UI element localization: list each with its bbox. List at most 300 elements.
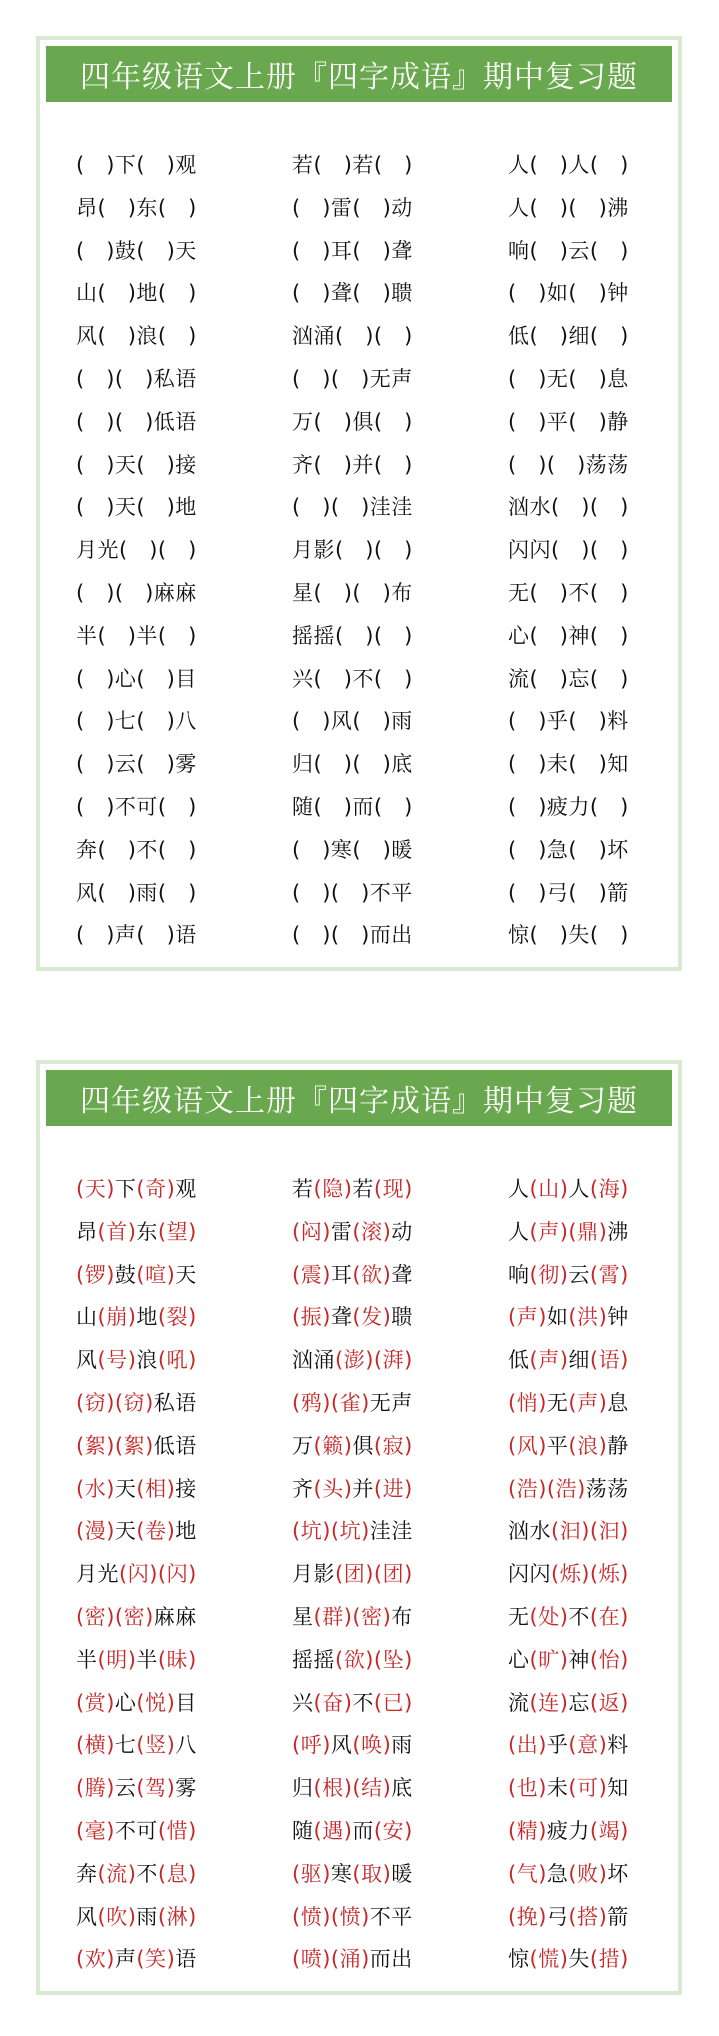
answer-idiom (508, 1296, 676, 1339)
answer-char: (已) (373, 1690, 413, 1715)
answer-char: (横) (76, 1733, 115, 1758)
answer-idiom (508, 1468, 676, 1511)
idiom-char: 地 (136, 1305, 158, 1330)
idiom-question (508, 358, 676, 401)
idiom-char: 天 (114, 495, 137, 520)
answer-char: (明) (97, 1647, 137, 1672)
idiom-char: 流 (508, 1690, 530, 1715)
answer-idiom (76, 1639, 292, 1682)
blank-paren: ( ) (529, 623, 569, 648)
idiom-char: 动 (391, 1219, 413, 1244)
idiom-question (508, 401, 676, 444)
answer-idiom (508, 1724, 676, 1767)
blank-paren: ( ) (114, 409, 154, 434)
idiom-char: 并 (352, 452, 374, 477)
answer-idiom (292, 1596, 508, 1639)
idiom-char: 布 (391, 580, 413, 605)
blank-paren: ( ) (373, 324, 413, 349)
blank-paren: ( ) (568, 281, 608, 306)
blank-paren: ( ) (589, 538, 629, 563)
idiom-char: 聋 (391, 238, 413, 263)
blank-paren: ( ) (292, 238, 331, 263)
answer-char: (也) (508, 1776, 547, 1801)
idiom-question (76, 572, 292, 615)
idiom-char: 星 (292, 580, 314, 605)
answer-idiom (76, 1296, 292, 1339)
idiom-char: 麻麻 (153, 580, 197, 605)
blank-paren: ( ) (76, 709, 115, 734)
blank-paren: ( ) (352, 195, 392, 220)
answer-idiom (76, 1724, 292, 1767)
idiom-question (76, 144, 292, 187)
blank-paren: ( ) (292, 709, 331, 734)
answer-char: (慌) (529, 1947, 569, 1972)
idiom-char: 半 (76, 623, 98, 648)
answer-char: (意) (568, 1733, 608, 1758)
blank-paren: ( ) (508, 452, 547, 477)
answer-char: (密) (114, 1604, 154, 1629)
idiom-char: 云 (114, 1776, 137, 1801)
answer-char: (语) (589, 1348, 629, 1373)
answer-char: (头) (313, 1476, 353, 1501)
answer-char: (滚) (352, 1219, 392, 1244)
answer-char: (声) (529, 1219, 569, 1244)
answer-idiom (76, 1211, 292, 1254)
idiom-char: 惊 (508, 923, 530, 948)
idiom-char: 寒 (330, 837, 353, 862)
blank-paren: ( ) (76, 452, 115, 477)
answer-idiom (76, 1896, 292, 1939)
blank-paren: ( ) (529, 666, 569, 691)
answer-char: (笑) (136, 1947, 176, 1972)
answer-char: (鼎) (568, 1219, 608, 1244)
blank-paren: ( ) (373, 153, 413, 177)
answer-char: (寂) (373, 1433, 413, 1458)
idiom-char: 鼓 (114, 1262, 137, 1287)
answer-char: (挽) (508, 1904, 547, 1929)
idiom-char: 私语 (153, 366, 197, 391)
idiom-char: 无声 (369, 1390, 413, 1415)
answer-idiom (292, 1168, 508, 1211)
idiom-char: 若 (352, 153, 374, 177)
answer-char: (安) (373, 1818, 413, 1843)
idiom-char: 人 (568, 1177, 590, 1201)
idiom-char: 兴 (292, 666, 314, 691)
answer-char: (闪) (157, 1562, 197, 1587)
blank-paren: ( ) (589, 794, 629, 819)
idiom-char: 云 (568, 1262, 590, 1287)
idiom-char: 昂 (76, 195, 98, 220)
idiom-question (508, 658, 676, 701)
blank-paren: ( ) (97, 837, 137, 862)
answer-idiom (292, 1254, 508, 1297)
answer-idiom (76, 1682, 292, 1725)
answer-char: (进) (373, 1476, 413, 1501)
answer-char: (措) (589, 1947, 629, 1972)
blank-paren: ( ) (568, 366, 608, 391)
blank-paren: ( ) (136, 238, 176, 263)
blank-paren: ( ) (157, 794, 197, 819)
idiom-char: 细 (568, 324, 590, 349)
answer-idiom (292, 1896, 508, 1939)
answer-char: (昧) (157, 1647, 197, 1672)
blank-paren: ( ) (313, 666, 353, 691)
blank-paren: ( ) (335, 538, 374, 563)
idiom-question (508, 914, 676, 957)
idiom-char: 接 (175, 452, 197, 477)
answer-char: (气) (508, 1861, 547, 1886)
idiom-question (508, 187, 676, 230)
idiom-char: 动 (391, 195, 413, 220)
idiom-char: 声 (114, 1947, 137, 1972)
answer-char: (号) (97, 1348, 137, 1373)
answer-char: (声) (529, 1348, 569, 1373)
idiom-question (76, 829, 292, 872)
idiom-char: 未 (546, 1776, 569, 1801)
blank-paren: ( ) (136, 923, 176, 948)
idiom-char: 低语 (153, 1433, 197, 1458)
answer-char: (吹) (97, 1904, 137, 1929)
answer-char: (絮) (114, 1433, 154, 1458)
idiom-char: 钟 (607, 1305, 629, 1330)
idiom-char: 天 (114, 1476, 137, 1501)
blank-paren: ( ) (330, 366, 370, 391)
answer-idiom (76, 1596, 292, 1639)
idiom-question (508, 700, 676, 743)
idiom-question (292, 444, 508, 487)
answer-char: (山) (529, 1177, 569, 1201)
idiom-question (508, 872, 676, 915)
answer-idiom (508, 1682, 676, 1725)
answer-char: (返) (589, 1690, 629, 1715)
blank-paren: ( ) (330, 880, 370, 905)
idiom-char: 观 (175, 1177, 197, 1201)
blank-paren: ( ) (76, 153, 115, 177)
answer-char: (望) (157, 1219, 197, 1244)
answer-char: (坠) (373, 1647, 413, 1672)
answer-char: (可) (568, 1776, 608, 1801)
idiom-char: 齐 (292, 452, 314, 477)
idiom-char: 东 (136, 1219, 158, 1244)
idiom-char: 不可 (114, 794, 158, 819)
idiom-char: 不 (136, 837, 158, 862)
idiom-char: 息 (607, 1390, 629, 1415)
answer-char: (在) (589, 1604, 629, 1629)
answer-idiom (76, 1254, 292, 1297)
idiom-char: 弓 (546, 880, 569, 905)
answer-char: (结) (352, 1776, 392, 1801)
idiom-question (76, 358, 292, 401)
idiom-char: 而出 (369, 1947, 413, 1972)
idiom-char: 未 (546, 752, 569, 777)
idiom-char: 归 (292, 752, 314, 777)
idiom-question (292, 187, 508, 230)
blank-paren: ( ) (373, 794, 413, 819)
idiom-question (508, 444, 676, 487)
idiom-char: 响 (508, 1262, 530, 1287)
idiom-char: 若 (292, 1177, 314, 1201)
idiom-char: 洼洼 (369, 495, 413, 520)
answer-char: (竭) (589, 1818, 629, 1843)
idiom-char: 语 (175, 923, 197, 948)
page-title: 四年级语文上册『四字成语』期中复习题 (46, 46, 672, 102)
answer-char: (彻) (529, 1262, 569, 1287)
idiom-char: 雨 (136, 1904, 158, 1929)
answer-char: (淋) (157, 1904, 197, 1929)
answer-idiom (76, 1553, 292, 1596)
answer-char: (汩) (551, 1519, 590, 1544)
blank-paren: ( ) (568, 837, 608, 862)
answer-idiom (292, 1339, 508, 1382)
answer-char: (群) (313, 1604, 353, 1629)
answer-char: (驱) (292, 1861, 331, 1886)
answer-char: (搭) (568, 1904, 608, 1929)
idiom-char: 雨 (391, 709, 413, 734)
blank-paren: ( ) (119, 538, 158, 563)
idiom-question (76, 230, 292, 273)
idiom-char: 半 (76, 1647, 98, 1672)
idiom-char: 鼓 (114, 238, 137, 263)
blank-paren: ( ) (313, 580, 353, 605)
idiom-char: 星 (292, 1604, 314, 1629)
idiom-question (508, 315, 676, 358)
idiom-char: 半 (136, 1647, 158, 1672)
answer-char: (霄) (589, 1262, 629, 1287)
answer-idiom (292, 1296, 508, 1339)
blank-paren: ( ) (589, 238, 629, 263)
blank-paren: ( ) (76, 409, 115, 434)
answer-char: (奇) (136, 1177, 176, 1201)
idiom-char: 七 (114, 709, 137, 734)
idiom-question (508, 230, 676, 273)
answer-char: (唤) (352, 1733, 392, 1758)
blank-paren: ( ) (508, 366, 547, 391)
idiom-char: 雨 (136, 880, 158, 905)
idiom-char: 麻麻 (153, 1604, 197, 1629)
idiom-char: 东 (136, 195, 158, 220)
answer-char: (悄) (508, 1390, 547, 1415)
answer-char: (天) (76, 1177, 115, 1201)
answer-char: (奋) (313, 1690, 353, 1715)
idiom-char: 雷 (330, 1219, 353, 1244)
blank-paren: ( ) (373, 666, 413, 691)
blank-paren: ( ) (330, 923, 370, 948)
blank-paren: ( ) (76, 666, 115, 691)
answer-idiom (508, 1425, 676, 1468)
blank-paren: ( ) (546, 452, 586, 477)
answer-idiom (292, 1639, 508, 1682)
blank-paren: ( ) (97, 623, 137, 648)
answer-idiom (292, 1810, 508, 1853)
blank-paren: ( ) (136, 452, 176, 477)
answer-char: (水) (76, 1476, 115, 1501)
answer-char: (败) (568, 1861, 608, 1886)
idiom-char: 汹水 (508, 1519, 551, 1544)
idiom-char: 聩 (391, 1305, 413, 1330)
idiom-char: 八 (175, 709, 197, 734)
answer-char: (隐) (313, 1177, 353, 1201)
answer-title: 四年级语文上册『四字成语』期中复习题 (46, 1070, 672, 1126)
idiom-char: 浪 (136, 324, 158, 349)
blank-paren: ( ) (352, 580, 392, 605)
idiom-char: 坏 (607, 1861, 629, 1886)
answer-idiom (292, 1938, 508, 1981)
idiom-char: 天 (175, 238, 197, 263)
idiom-char: 云 (114, 752, 137, 777)
idiom-question (508, 829, 676, 872)
idiom-question (292, 658, 508, 701)
answer-char: (出) (508, 1733, 547, 1758)
answer-char: (喧) (136, 1262, 176, 1287)
blank-paren: ( ) (529, 580, 569, 605)
answer-idiom (508, 1596, 676, 1639)
answer-char: (欲) (335, 1647, 374, 1672)
answer-idiom (292, 1211, 508, 1254)
idiom-char: 不 (352, 1690, 374, 1715)
idiom-char: 失 (568, 1947, 590, 1972)
idiom-char: 云 (568, 238, 590, 263)
blank-paren: ( ) (568, 752, 608, 777)
idiom-question (76, 914, 292, 957)
blank-paren: ( ) (589, 623, 629, 648)
blank-paren: ( ) (114, 366, 154, 391)
answer-idiom (76, 1339, 292, 1382)
idiom-char: 神 (568, 623, 590, 648)
answer-char: (团) (335, 1562, 374, 1587)
answer-char: (惜) (157, 1818, 197, 1843)
blank-paren: ( ) (589, 324, 629, 349)
blank-paren: ( ) (335, 324, 374, 349)
blank-paren: ( ) (529, 238, 569, 263)
idiom-question (76, 658, 292, 701)
answer-char: (密) (76, 1604, 115, 1629)
idiom-char: 息 (607, 366, 629, 391)
idiom-char: 下 (114, 1177, 137, 1201)
idiom-question (76, 444, 292, 487)
answer-char: (欢) (76, 1947, 115, 1972)
answer-char: (密) (352, 1604, 392, 1629)
idiom-char: 响 (508, 238, 530, 263)
answer-idiom (508, 1639, 676, 1682)
idiom-char: 昂 (76, 1219, 98, 1244)
answer-char: (卷) (136, 1519, 176, 1544)
blank-paren: ( ) (352, 281, 392, 306)
idiom-char: 兴 (292, 1690, 314, 1715)
blank-paren: ( ) (76, 752, 115, 777)
answer-char: (涌) (330, 1947, 370, 1972)
blank-paren: ( ) (97, 195, 137, 220)
idiom-char: 风 (76, 1904, 98, 1929)
idiom-char: 不平 (369, 1904, 413, 1929)
blank-paren: ( ) (157, 837, 197, 862)
answer-idiom (292, 1724, 508, 1767)
idiom-char: 如 (546, 1305, 569, 1330)
idiom-question (292, 315, 508, 358)
answer-char: (精) (508, 1818, 547, 1843)
idiom-question (76, 743, 292, 786)
blank-paren: ( ) (508, 794, 547, 819)
answer-idiom (508, 1339, 676, 1382)
answer-idiom (76, 1425, 292, 1468)
blank-paren: ( ) (568, 880, 608, 905)
answer-char: (欲) (352, 1262, 392, 1287)
blank-paren: ( ) (76, 580, 115, 605)
answer-char: (振) (292, 1305, 331, 1330)
answer-char: (坑) (292, 1519, 331, 1544)
answer-char: (遇) (313, 1818, 353, 1843)
blank-paren: ( ) (292, 923, 331, 948)
answer-char: (澎) (335, 1348, 374, 1373)
answer-char: (连) (529, 1690, 569, 1715)
idiom-char: 汹水 (508, 495, 551, 520)
blank-paren: ( ) (292, 366, 331, 391)
idiom-char: 不 (136, 1861, 158, 1886)
answer-char: (赏) (76, 1690, 115, 1715)
idiom-char: 雨 (391, 1733, 413, 1758)
idiom-char: 坏 (607, 837, 629, 862)
idiom-char: 目 (175, 666, 197, 691)
answer-idiom (508, 1510, 676, 1553)
idiom-question (508, 529, 676, 572)
blank-paren: ( ) (76, 366, 115, 391)
answer-char: (漫) (76, 1519, 115, 1544)
blank-paren: ( ) (313, 409, 353, 434)
idiom-question (292, 358, 508, 401)
answer-idiom (76, 1938, 292, 1981)
blank-paren: ( ) (589, 153, 629, 177)
answer-char: (息) (157, 1861, 197, 1886)
blank-paren: ( ) (568, 195, 608, 220)
blank-paren: ( ) (352, 752, 392, 777)
blank-paren: ( ) (529, 195, 569, 220)
blank-paren: ( ) (313, 752, 353, 777)
answer-char: (首) (97, 1219, 137, 1244)
blank-paren: ( ) (373, 538, 413, 563)
blank-paren: ( ) (114, 580, 154, 605)
answer-idiom (292, 1425, 508, 1468)
answer-idiom (508, 1938, 676, 1981)
idiom-char: 平 (546, 1433, 569, 1458)
answer-char: (声) (508, 1305, 547, 1330)
idiom-char: 聩 (391, 281, 413, 306)
idiom-char: 月影 (292, 538, 335, 563)
idiom-char: 沸 (607, 195, 629, 220)
blank-paren: ( ) (136, 709, 176, 734)
idiom-char: 沸 (607, 1219, 629, 1244)
idiom-char: 闪闪 (508, 538, 551, 563)
idiom-char: 而 (352, 794, 374, 819)
blank-paren: ( ) (529, 923, 569, 948)
idiom-question (292, 401, 508, 444)
answer-idiom (508, 1896, 676, 1939)
answer-idiom (76, 1168, 292, 1211)
idiom-char: 不 (352, 666, 374, 691)
idiom-char: 寒 (330, 1861, 353, 1886)
blank-paren: ( ) (373, 623, 413, 648)
idiom-char: 无 (508, 1604, 530, 1629)
blank-paren: ( ) (551, 538, 590, 563)
idiom-char: 雷 (330, 195, 353, 220)
answer-char: (旷) (529, 1647, 569, 1672)
blank-paren: ( ) (313, 794, 353, 819)
answer-idiom (76, 1468, 292, 1511)
idiom-char: 天 (114, 1519, 137, 1544)
idiom-char: 忘 (568, 666, 590, 691)
answer-char: (浪) (568, 1433, 608, 1458)
idiom-char: 语 (175, 1947, 197, 1972)
answer-idiom (292, 1510, 508, 1553)
idiom-char: 耳 (330, 238, 353, 263)
